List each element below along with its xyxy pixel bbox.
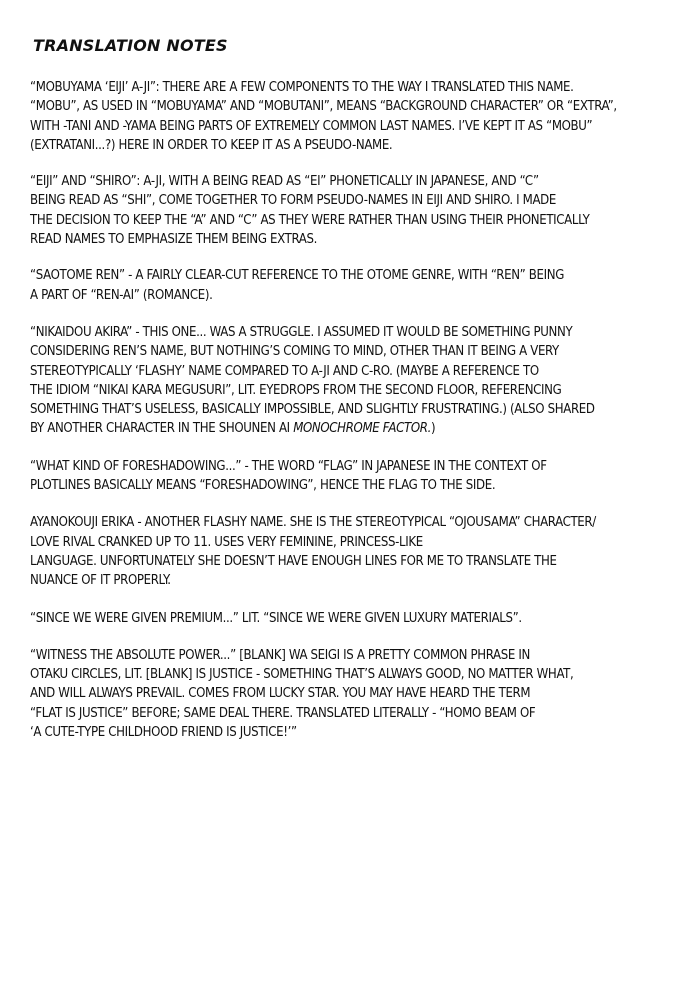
note-line: PLOTLINES BASICALLY MEANS “FORESHADOWING”, HENCE THE FLAG TO THE SIDE. — [30, 478, 496, 494]
note-line: LOVE RIVAL CRANKED UP TO 11. USES VERY FEMININE, PRINCESS-LIKE — [30, 534, 423, 550]
note-line: “MOBUYAMA ‘EIJI’ A-JI”: THERE ARE A FEW COMPONENTS TO THE WAY I TRANSLATED THIS NAME. — [30, 80, 574, 95]
note-line: OTAKU CIRCLES, LIT. [BLANK] IS JUSTICE - SOMETHING THAT’S ALWAYS GOOD, NO MATTER WHAT, — [30, 667, 574, 683]
note-line: (EXTRATANI...?) HERE IN ORDER TO KEEP IT AS A PSEUDO-NAME. — [30, 137, 393, 153]
note-foreshadowing — [30, 457, 675, 496]
note-line: “WITNESS THE ABSOLUTE POWER...” [BLANK] WA SEIGI IS A PRETTY COMMON PHRASE IN — [30, 647, 530, 663]
note-line: STEREOTYPICALLY ‘FLASHY’ NAME COMPARED TO A-JI AND C-RO. (MAYBE A REFERENCE TO — [30, 363, 539, 379]
note-saotome-ren — [30, 266, 675, 305]
note-line: WITH -TANI AND -YAMA BEING PARTS OF EXTREMELY COMMON LAST NAMES. I’VE KEPT IT AS “MOBU” — [30, 118, 593, 134]
note-line: ‘A CUTE-TYPE CHILDHOOD FRIEND IS JUSTICE!’” — [30, 725, 297, 741]
note-line: “SINCE WE WERE GIVEN PREMIUM...” LIT. “SINCE WE WERE GIVEN LUXURY MATERIALS”. — [30, 610, 522, 626]
page-title: TRANSLATION NOTES — [33, 36, 228, 55]
work-title: MONOCHROME FACTOR. — [293, 421, 431, 437]
note-line: THE IDIOM “NIKAI KARA MEGUSURI”, LIT. EYEDROPS FROM THE SECOND FLOOR, REFERENCING — [30, 382, 562, 398]
note-line: NUANCE OF IT PROPERLY. — [30, 573, 171, 589]
note-line-with-title — [30, 419, 675, 438]
note-line: “EIJI” AND “SHIRO”: A-JI, WITH A BEING READ AS “EI” PHONETICALLY IN JAPANESE, AND “C” — [30, 174, 539, 190]
note-premium — [30, 609, 675, 628]
note-line: BEING READ AS “SHI”, COME TOGETHER TO FORM PSEUDO-NAMES IN EIJI AND SHIRO. I MADE — [30, 193, 556, 209]
note-line: “SAOTOME REN” - A FAIRLY CLEAR-CUT REFERENCE TO THE OTOME GENRE, WITH “REN” BEING — [30, 268, 564, 284]
note-line: “NIKAIDOU AKIRA” - THIS ONE... WAS A STRUGGLE. I ASSUMED IT WOULD BE SOMETHING PUNNY — [30, 324, 573, 340]
note-line: AYANOKOUJI ERIKA - ANOTHER FLASHY NAME. SHE IS THE STEREOTYPICAL “OJOUSAMA” CHARACTER/ — [30, 515, 596, 531]
note-line: SOMETHING THAT’S USELESS, BASICALLY IMPOSSIBLE, AND SLIGHTLY FRUSTRATING.) (ALSO SHARED — [30, 402, 595, 418]
note-eiji-shiro — [30, 172, 675, 249]
note-line: AND WILL ALWAYS PREVAIL. COMES FROM LUCKY STAR. YOU MAY HAVE HEARD THE TERM — [30, 686, 531, 702]
note-ayanokouji-erika — [30, 513, 675, 590]
note-absolute-power — [30, 646, 675, 742]
note-line: LANGUAGE. UNFORTUNATELY SHE DOESN’T HAVE ENOUGH LINES FOR ME TO TRANSLATE THE — [30, 553, 557, 569]
notes-list — [30, 78, 675, 760]
note-mobuyama — [30, 78, 675, 155]
note-text: BY ANOTHER CHARACTER IN THE SHOUNEN AI — [30, 421, 294, 437]
note-line: “WHAT KIND OF FORESHADOWING...” - THE WORD “FLAG” IN JAPANESE IN THE CONTEXT OF — [30, 458, 547, 474]
note-line: “MOBU”, AS USED IN “MOBUYAMA” AND “MOBUTANI”, MEANS “BACKGROUND CHARACTER” OR “EXTRA”, — [30, 99, 617, 115]
note-line: READ NAMES TO EMPHASIZE THEM BEING EXTRAS. — [30, 232, 317, 248]
note-nikaidou-akira — [30, 323, 675, 439]
note-text: ) — [430, 421, 436, 437]
note-line: A PART OF “REN-AI” (ROMANCE). — [30, 287, 213, 303]
note-line: “FLAT IS JUSTICE” BEFORE; SAME DEAL THERE. TRANSLATED LITERALLY - “HOMO BEAM OF — [30, 705, 536, 721]
note-line: THE DECISION TO KEEP THE “A” AND “C” AS THEY WERE RATHER THAN USING THEIR PHONETICALLY — [30, 212, 590, 228]
note-line: CONSIDERING REN’S NAME, BUT NOTHING’S COMING TO MIND, OTHER THAN IT BEING A VERY — [30, 344, 559, 360]
